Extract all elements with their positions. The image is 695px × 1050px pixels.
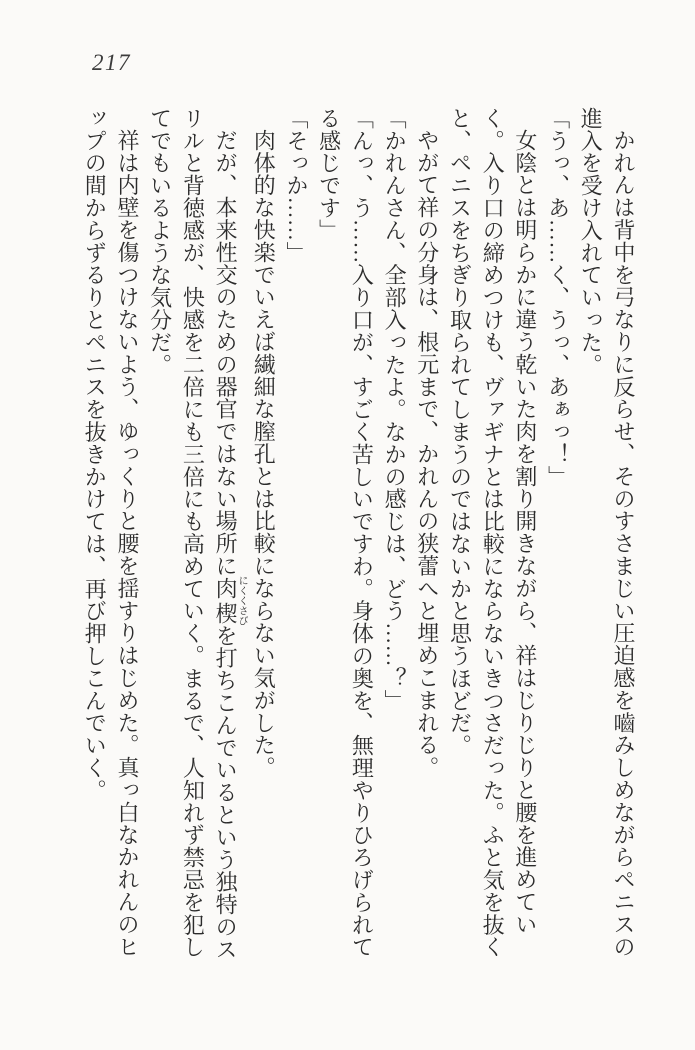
furigana-word: 肉楔にくくさび [213, 575, 248, 626]
page-number: 217 [92, 50, 131, 75]
paragraph-5: 「かれんさん、全部入ったよ。なかの感じは、どう……？」 [382, 107, 408, 712]
paragraph-2: 「うっ、あ……く、うっ、あぁっ！」 [545, 107, 571, 488]
paragraph-7: 「そっか……」 [283, 107, 309, 264]
paragraph-6: 「んっ、う……入り口が、すごく苦しいですわ。身体の奥を、無理やりひろげられてる感じです」 [316, 107, 375, 959]
page-text [78, 107, 639, 967]
paragraph-10: 祥は内壁を傷つけないよう、ゆっくりと腰を揺すりはじめた。真っ白なかれんのヒップの間からずるりとペニスを抜きかけては、再び押しこんでいく。 [82, 107, 140, 958]
paragraph-4: やがて祥の分身は、根元まで、かれんの狭蕾へと埋めこまれる。 [414, 129, 440, 779]
paragraph-9: だが、本来性交のための器官ではない場所に肉楔にくくさびを打ちこんでいるという独特のスリルと背徳感が、快感を二倍にも三倍にも高めていく。まるで、人知れず禁忌を犯してでもいるような気分だ。 [147, 107, 248, 961]
paragraph-1: かれんは背中を弓なりに反らせ、そのすさまじい圧迫感を嚙みしめながらペニスの進入を受け入れていった。 [578, 107, 636, 958]
paragraph-8: 肉体的な快楽でいえば繊細な膣孔とは比較にならない気がした。 [251, 129, 277, 779]
paragraph-3: 女陰とは明らかに違う乾いた肉を割り開きながら、祥はじりじりと腰を進めていく。入り口の締めつけも、ヴァギナとは比較にならないきつさだった。ふと気を抜くと、ペニスをちぎり取られてしまうのではないかと思うほどだ。 [447, 107, 538, 959]
